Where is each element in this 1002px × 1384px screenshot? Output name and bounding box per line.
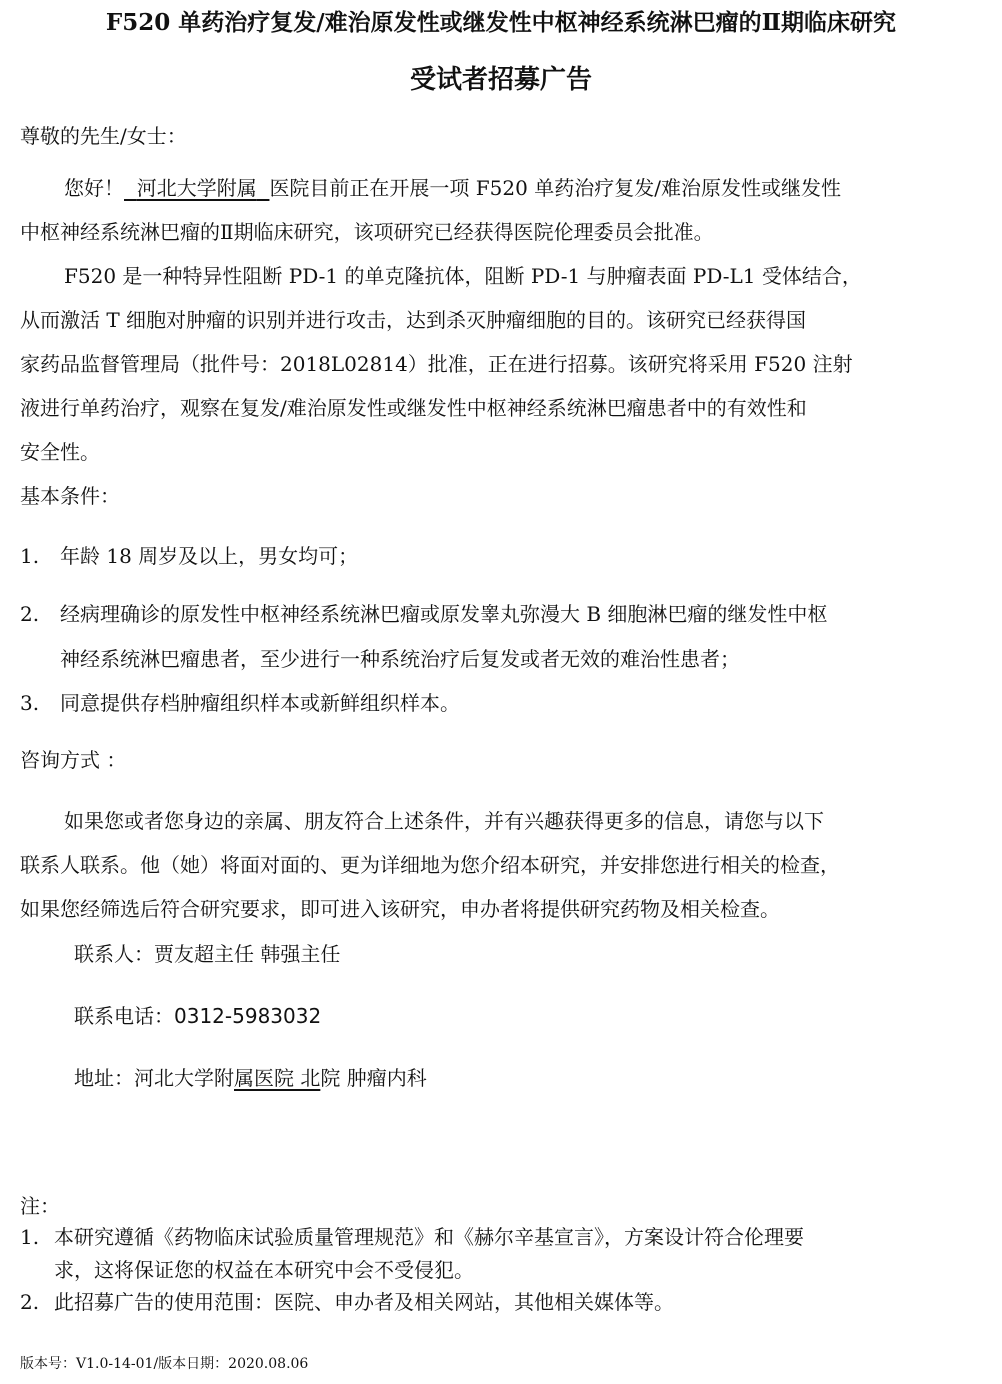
document-title-line2: 受试者招募广告	[409, 65, 592, 95]
note-1-line2: 求，这将保证您的权益在本研究中会不受侵犯。	[54, 1258, 474, 1282]
drug-desc-line3: 家药品监督管理局（批件号：2018L02814）批准，正在进行招募。该研究将采用 F520 注射	[20, 352, 853, 376]
condition-3-line1: 同意提供存档肿瘤组织样本或新鲜组织样本。	[60, 691, 460, 715]
note-2-line1: 此招募广告的使用范围：医院、申办者及相关网站，其他相关媒体等。	[54, 1290, 674, 1314]
contact-address: 地址：河北大学附属医院 北院 肿瘤内科	[74, 1066, 427, 1090]
condition-1-line1: 年龄 18 周岁及以上，男女均可；	[60, 544, 359, 568]
note-1-line1: 本研究遵循《药物临床试验质量管理规范》和《赫尔辛基宣言》，方案设计符合伦理要	[54, 1225, 804, 1249]
drug-desc-line4: 液进行单药治疗，观察在复发/难治原发性或继发性中枢神经系统淋巴瘤患者中的有效性和	[20, 396, 807, 420]
condition-2-line2: 神经系统淋巴瘤患者，至少进行一种系统治疗后复发或者无效的难治性患者；	[60, 647, 740, 671]
condition-2-line1: 经病理确诊的原发性中枢神经系统淋巴瘤或原发睾丸弥漫大 B 细胞淋巴瘤的继发性中枢	[60, 602, 828, 626]
consult-line1: 如果您或者您身边的亲属、朋友符合上述条件，并有兴趣获得更多的信息，请您与以下	[64, 809, 824, 833]
contact-person: 联系人：贾友超主任 韩强主任	[74, 942, 341, 966]
intro-line1	[64, 174, 841, 202]
consult-heading: 咨询方式 ：	[20, 748, 127, 772]
condition-2-num: 2.	[20, 602, 40, 626]
consult-line2: 联系人联系。他（她）将面对面的、更为详细地为您介绍本研究，并安排您进行相关的检查，	[20, 853, 840, 877]
greeting: 您好！	[64, 176, 124, 200]
intro-line2: 中枢神经系统淋巴瘤的Ⅱ期临床研究，该项研究已经获得医院伦理委员会批准。	[20, 220, 714, 244]
note-2-num: 2.	[20, 1290, 40, 1314]
condition-3-num: 3.	[20, 691, 40, 715]
notes-heading: 注：	[20, 1194, 60, 1218]
intro-line1-rest: 医院目前正在开展一项 F520 单药治疗复发/难治原发性或继发性	[269, 176, 841, 200]
salutation: 尊敬的先生/女士：	[20, 124, 187, 148]
contact-phone: 联系电话：0312-5983032	[74, 1004, 322, 1028]
hospital-name: 河北大学附属	[136, 176, 257, 200]
drug-desc-line1: F520 是一种特异性阻断 PD-1 的单克隆抗体，阻断 PD-1 与肿瘤表面 PD-L1 受体结合，	[64, 264, 862, 288]
document-title-line1: F520 单药治疗复发/难治原发性或继发性中枢神经系统淋巴瘤的Ⅱ期临床研究	[105, 9, 897, 36]
conditions-heading: 基本条件：	[20, 484, 120, 508]
condition-1-num: 1.	[20, 544, 40, 568]
drug-desc-line2: 从而激活 T 细胞对肿瘤的识别并进行攻击，达到杀灭肿瘤细胞的目的。该研究已经获得国	[20, 308, 807, 332]
drug-desc-line5: 安全性。	[20, 440, 100, 464]
version-footer: 版本号：V1.0-14-01/版本日期：2020.08.06	[20, 1356, 309, 1372]
consult-line3: 如果您经筛选后符合研究要求，即可进入该研究，申办者将提供研究药物及相关检查。	[20, 897, 780, 921]
note-1-num: 1.	[20, 1225, 40, 1249]
